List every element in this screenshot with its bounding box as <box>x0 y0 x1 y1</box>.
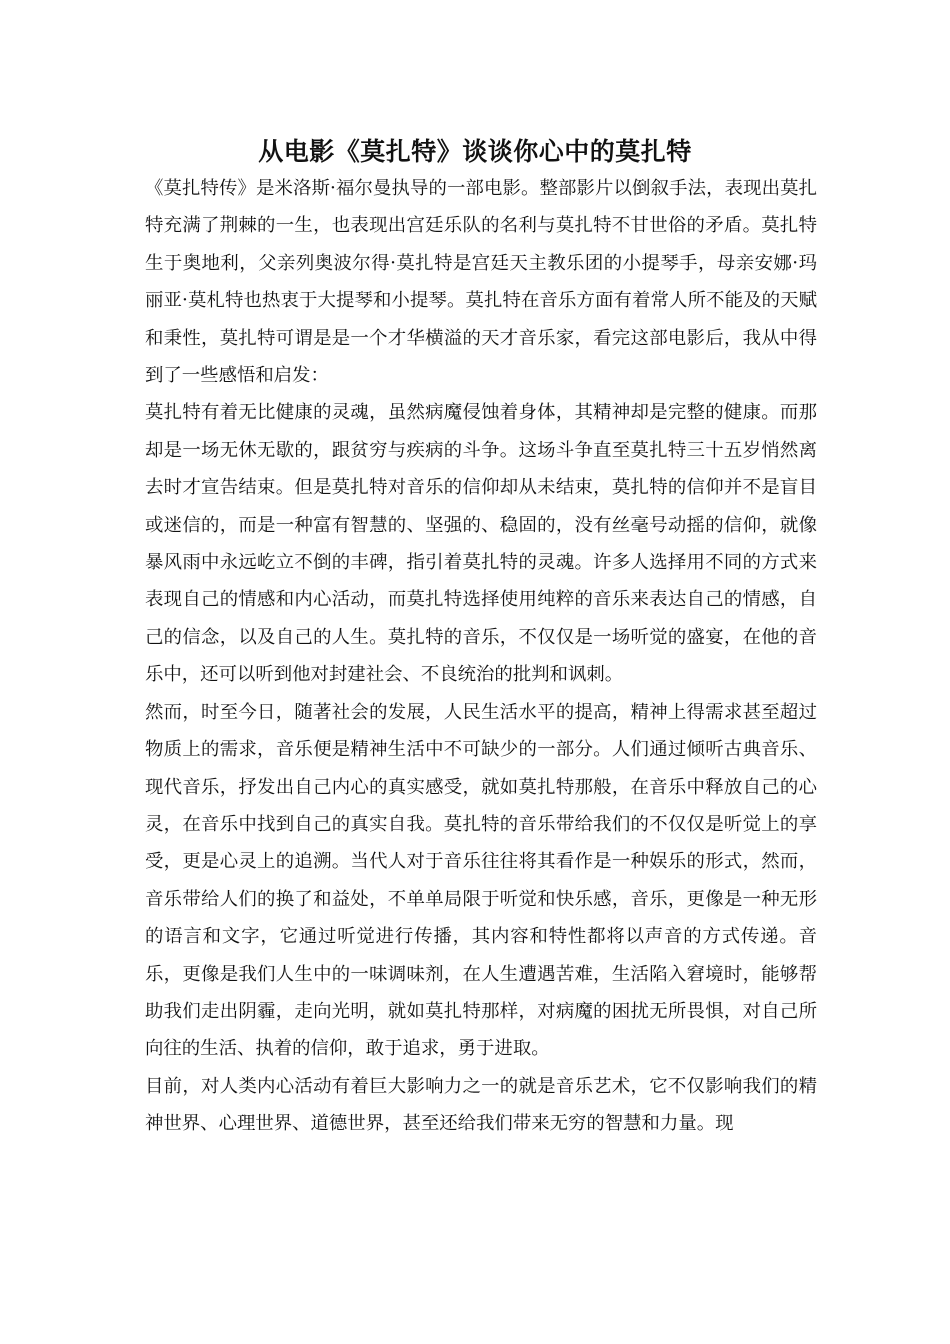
document-title: 从电影《莫扎特》谈谈你心中的莫扎特 <box>258 137 692 166</box>
paragraph-modern-music: 然而，时至今日，随著社会的发展，人民生活水平的提高，精神上得需求甚至超过物质上的需求，音乐便是精神生活中不可缺少的一部分。人们通过倾听古典音乐、现代音乐，抒发出自己内心的真实感受，就如莫扎特那般，在音乐中释放自己的心灵，在音乐中找到自己的真实自我。莫扎特的音乐带给我们的不仅仅是听觉上的享受，更是心灵上的追溯。当代人对于音乐往往将其看作是一种娱乐的形式，然而，音乐带给人们的换了和益处，不单单局限于听觉和快乐感，音乐，更像是一种无形的语言和文字，它通过听觉进行传播，其内容和特性都将以声音的方式传递。音乐，更像是我们人生中的一味调味剂，在人生遭遇苦难，生活陷入窘境时，能够帮助我们走出阴霾，走向光明，就如莫扎特那样，对病魔的困扰无所畏惧，对自己所向往的生活、执着的信仰，敢于追求，勇于进取。 <box>145 701 817 1060</box>
document-body <box>145 170 817 1143</box>
paragraph-intro: 《莫扎特传》是米洛斯·福尔曼执导的一部电影。整部影片以倒叙手法，表现出莫扎特充满了荆棘的一生，也表现出宫廷乐队的名利与莫扎特不甘世俗的矛盾。莫扎特生于奥地利，父亲列奥波尔得·莫扎特是宫廷天主教乐团的小提琴手，母亲安娜·玛丽亚·莫札特也热衷于大提琴和小提琴。莫扎特在音乐方面有着常人所不能及的天赋和秉性，莫扎特可谓是是一个才华横溢的天才音乐家，看完这部电影后，我从中得到了一些感悟和启发： <box>145 178 817 387</box>
paragraph-soul: 莫扎特有着无比健康的灵魂，虽然病魔侵蚀着身体，其精神却是完整的健康。而那却是一场无休无歇的，跟贫穷与疾病的斗争。这场斗争直至莫扎特三十五岁悄然离去时才宣告结束。但是莫扎特对音乐的信仰却从未结束，莫扎特的信仰并不是盲目或迷信的，而是一种富有智慧的、坚强的、稳固的，没有丝毫号动摇的信仰，就像暴风雨中永远屹立不倒的丰碑，指引着莫扎特的灵魂。许多人选择用不同的方式来表现自己的情感和内心活动，而莫扎特选择使用纯粹的音乐来表达自己的情感，自己的信念，以及自己的人生。莫扎特的音乐，不仅仅是一场听觉的盛宴，在他的音乐中，还可以听到他对封建社会、不良统治的批判和讽刺。 <box>145 402 817 686</box>
paragraph-influence: 目前，对人类内心活动有着巨大影响力之一的就是音乐艺术，它不仅影响我们的精神世界、心理世界、道德世界，甚至还给我们带来无穷的智慧和力量。现 <box>145 1075 817 1135</box>
